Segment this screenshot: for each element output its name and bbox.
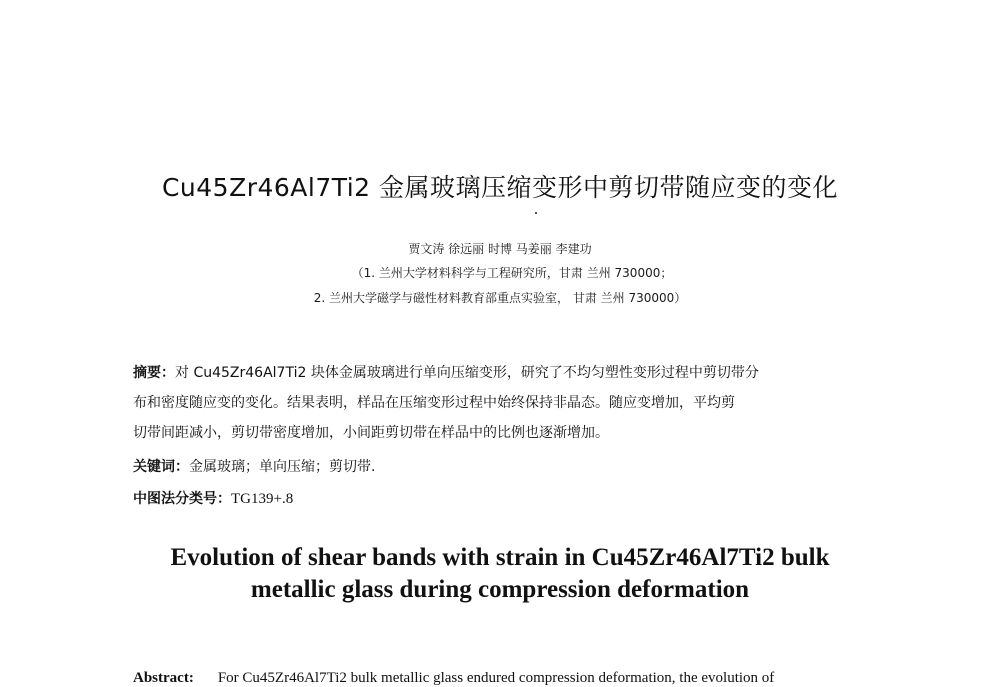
abstract-line-2: 布和密度随应变的变化。结果表明，样品在压缩变形过程中始终保持非晶态。随应变增加，平均剪 [133, 395, 735, 411]
english-abstract-label: Abstract: [133, 670, 194, 686]
abstract-line-3: 切带间距减小，剪切带密度增加，小间距剪切带在样品中的比例也逐渐增加。 [133, 425, 609, 441]
chinese-abstract [133, 358, 859, 448]
english-abstract [133, 670, 873, 687]
speck [535, 212, 537, 214]
classification-code: TG139+.8 [231, 491, 294, 507]
classification-label: 中图法分类号： [133, 491, 231, 507]
english-title [0, 542, 1000, 606]
author-list: 贾文涛 徐远丽 时博 马姜丽 李建功 [408, 242, 592, 256]
keywords-label: 关键词： [133, 459, 189, 475]
keywords [133, 456, 375, 476]
english-title-line-1: Evolution of shear bands with strain in Cu45Zr46Al7Ti2 bulk [170, 544, 830, 571]
affiliation-2: 2. 兰州大学磁学与磁性材料教育部重点实验室， 甘肃 兰州 730000） [313, 291, 687, 305]
classification [133, 488, 293, 508]
abstract-text-1: 对 Cu45Zr46Al7Ti2 块体金属玻璃进行单向压缩变形，研究了不均匀塑性变形过程中剪切带分 [175, 365, 759, 381]
abstract-line-1 [133, 358, 859, 388]
chinese-title: Cu45Zr46Al7Ti2 金属玻璃压缩变形中剪切带随应变的变化 [161, 173, 839, 202]
keywords-text: 金属玻璃；单向压缩；剪切带. [189, 459, 376, 475]
english-title-line-2: metallic glass during compression deformation [250, 576, 750, 603]
english-abstract-text: For Cu45Zr46Al7Ti2 bulk metallic glass endured compression deformation, the evolution of [217, 670, 775, 686]
affiliation-1: （1. 兰州大学材料科学与工程研究所，甘肃 兰州 730000； [351, 266, 673, 280]
abstract-label: 摘要： [133, 365, 175, 381]
